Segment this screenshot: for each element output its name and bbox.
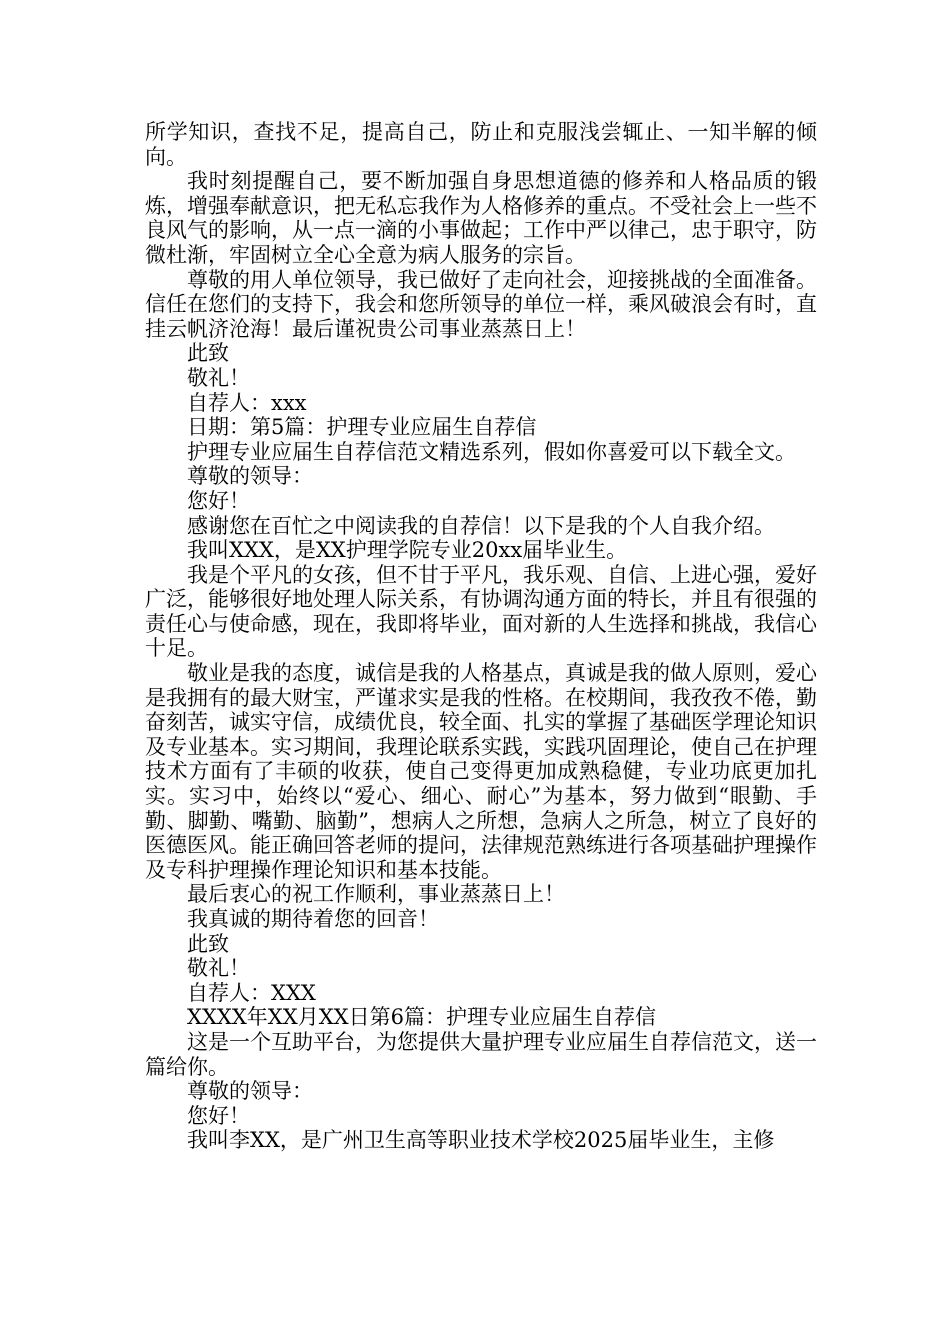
closing-line: 此致	[187, 341, 229, 366]
section-heading: 日期：第5篇：护理专业应届生自荐信	[187, 415, 537, 440]
paragraph: 我真诚的期待着您的回音！	[187, 907, 439, 931]
section-heading: XXXX年XX月XX日第6篇：护理专业应届生自荐信	[187, 1005, 656, 1030]
signature-line: 自荐人：xxx	[187, 390, 307, 415]
closing-line: 敬礼！	[187, 365, 250, 390]
greeting: 您好！	[187, 488, 250, 513]
salutation: 尊敬的领导：	[187, 464, 313, 489]
closing-line: 敬礼！	[187, 956, 250, 981]
paragraph: 我叫XXX，是XX护理学院专业20xx届毕业生。	[187, 538, 628, 563]
salutation: 尊敬的领导：	[187, 1079, 313, 1104]
document-page	[145, 120, 817, 1153]
greeting: 您好！	[187, 1103, 250, 1128]
paragraph: 我是个平凡的女孩，但不甘于平凡，我乐观、自信、上进心强，爱好广泛，能够很好地处理人际关系，有协调沟通方面的特长，并且有很强的责任心与使命感，现在，我即将毕业，面对新的人生选择和挑战，我信心十足。	[145, 562, 817, 661]
paragraph: 我时刻提醒自己，要不断加强自身思想道德的修养和人格品质的锻炼，增强奉献意识，把无私忘我作为人格修养的重点。不受社会上一些不良风气的影响，从一点一滴的小事做起；工作中严以律己，忠于职守，防微杜渐，牢固树立全心全意为病人服务的宗旨。	[145, 169, 817, 267]
paragraph: 护理专业应届生自荐信范文精选系列，假如你喜爱可以下载全文。	[187, 439, 796, 464]
paragraph: 最后衷心的祝工作顺利，事业蒸蒸日上！	[187, 882, 565, 907]
paragraph: 我叫李XX，是广州卫生高等职业技术学校2025届毕业生，主修	[187, 1128, 775, 1153]
closing-line: 此致	[187, 931, 229, 956]
paragraph: 这是一个互助平台，为您提供大量护理专业应届生自荐信范文，送一篇给你。	[145, 1029, 817, 1079]
paragraph: 感谢您在百忙之中阅读我的自荐信！以下是我的个人自我介绍。	[187, 513, 775, 538]
paragraph: 敬业是我的态度，诚信是我的人格基点，真诚是我的做人原则，爱心是我拥有的最大财宝，严谨求实是我的性格。在校期间，我孜孜不倦，勤奋刻苦，诚实守信，成绩优良，较全面、扎实的掌握了基础医学理论知识及专业基本。实习期间，我理论联系实践，实践巩固理论，使自己在护理技术方面有了丰硕的收获，使自己变得更加成熟稳健，专业功底更加扎实。实习中，始终以“爱心、细心、耐心”为基本，努力做到“眼勤、手勤、脚勤、嘴勤、脑勤”，想病人之所想，急病人之所急，树立了良好的医德医风。能正确回答老师的提问，法律规范熟练进行各项基础护理操作及专科护理操作理论知识和基本技能。	[145, 661, 817, 882]
paragraph: 尊敬的用人单位领导，我已做好了走向社会，迎接挑战的全面准备。信任在您们的支持下，我会和您所领导的单位一样，乘风破浪会有时，直挂云帆济沧海！最后谨祝贵公司事业蒸蒸日上！	[145, 267, 817, 341]
paragraph: 所学知识，查找不足，提高自己，防止和克服浅尝辄止、一知半解的倾向。	[145, 120, 817, 169]
signature-line: 自荐人：XXX	[187, 980, 316, 1005]
